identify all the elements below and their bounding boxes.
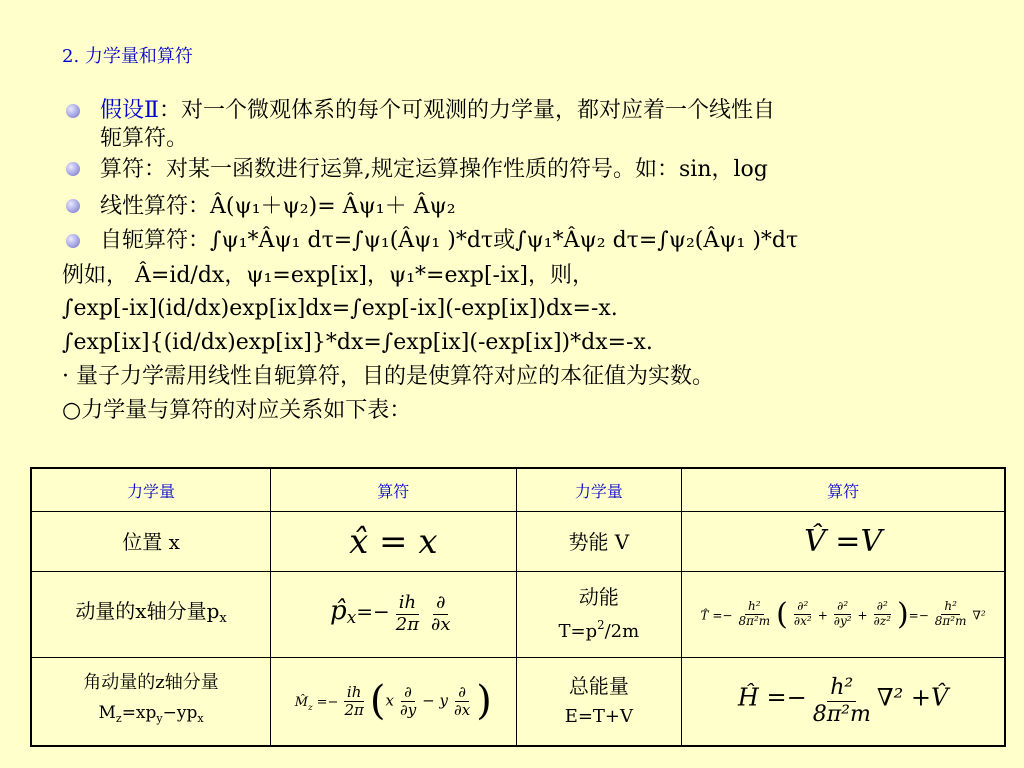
cell-kinetic-operator: T̂ =− $\frac{\text{h²}}{\text{8π²m}}$ ( $\frac{\text{∂²}}{\text{∂x²}}$ + $\frac{\text{∂²}}{\text{∂y²}}$ + $\frac{\text{∂²}}{\text{∂z²}}$ )=− $\frac{\text{h²}}{\text{8π²m}}$ ∇² [682, 572, 1005, 658]
table-row [31, 512, 1005, 572]
angular-label: 角动量的z轴分量 [83, 672, 219, 694]
header-operator: 算符 [682, 468, 1005, 512]
total-energy-formula: E=T+V [564, 706, 634, 728]
cell-momentum-operator: $p̂_x=-$ $\frac{ih}{2\pi}$ $\frac{\partial}{\partial x}$ [271, 572, 516, 658]
table-row [31, 658, 1005, 746]
cell-position-operator: x̂ = x [271, 512, 516, 572]
cell-momentum: 动量的x轴分量$p_x$ [31, 572, 271, 658]
bullet-icon [66, 234, 80, 248]
cell-hamiltonian-operator: Ĥ =− $\frac{\text{h²}}{\text{8π²m}}$ ∇² +V̂ [682, 658, 1005, 746]
bullet-postulate [100, 96, 775, 126]
cell-potential: 势能 V [516, 512, 682, 572]
cell-position: 位置 x [31, 512, 271, 572]
total-energy-label: 总能量 [568, 674, 629, 699]
bullet-icon [66, 199, 80, 213]
table-header-row [31, 468, 1005, 512]
postulate-text: ：对一个微观体系的每个可观测的力学量，都对应着一个线性自 [158, 98, 775, 123]
section-heading: 2. 力学量和算符 [62, 46, 193, 67]
header-quantity: 力学量 [516, 468, 682, 512]
angular-formula: $M_z=xp_y-yp_x$ [98, 703, 204, 726]
cell-angular-operator: $M̂_z$ =− $\frac{ih}{2\pi}$ (x $\frac{\partial}{\partial y}$ − y $\frac{\partial}{\partial x}$ ) [271, 658, 516, 746]
cell-angular-momentum [31, 658, 271, 746]
note-emphasis: 线性自轭算符 [208, 363, 341, 388]
postulate-label: 假设Ⅱ [100, 98, 159, 123]
note-prefix: · 量子力学需用 [62, 364, 208, 389]
table-row [31, 572, 1005, 658]
postulate-text-cont: 轭算符。 [100, 126, 189, 151]
bullet-linear-operator: 线性算符：Â(ψ₁＋ψ₂)= Âψ₁＋ Âψ₂ [100, 194, 456, 219]
kinetic-formula: $T=p^2/2m$ [558, 618, 640, 642]
operator-table [30, 467, 1006, 747]
example-line-3: ∫exp[ix]{(id/dx)exp[ix]}*dx=∫exp[ix](-exp[ix])*dx=-x. [62, 330, 653, 355]
table-intro: ○力学量与算符的对应关系如下表： [62, 398, 412, 423]
bullet-hermitian-operator: 自轭算符：∫ψ₁*Âψ₁ dτ=∫ψ₁(Âψ₁ )*dτ或∫ψ₁*Âψ₂ dτ=∫ψ₂(Âψ₁ )*dτ [100, 228, 799, 253]
cell-kinetic [516, 572, 682, 658]
header-operator: 算符 [271, 468, 516, 512]
example-line-1: 例如， Â=id/dx，ψ₁=exp[ix]，ψ₁*=exp[-ix]，则， [62, 263, 595, 288]
bullet-icon [66, 162, 80, 176]
cell-potential-operator: V̂ =V [682, 512, 1005, 572]
kinetic-label: 动能 [578, 585, 619, 609]
cell-total-energy [516, 658, 682, 746]
header-quantity: 力学量 [31, 468, 271, 512]
bullet-operator-def: 算符：对某一函数进行运算,规定运算操作性质的符号。如：sin，log [100, 157, 768, 182]
note-suffix: ，目的是使算符对应的本征值为实数。 [340, 364, 715, 389]
note-line [62, 361, 714, 392]
bullet-icon [66, 104, 80, 118]
example-line-2: ∫exp[-ix](id/dx)exp[ix]dx=∫exp[-ix](-exp[ix])dx=-x. [62, 296, 618, 321]
